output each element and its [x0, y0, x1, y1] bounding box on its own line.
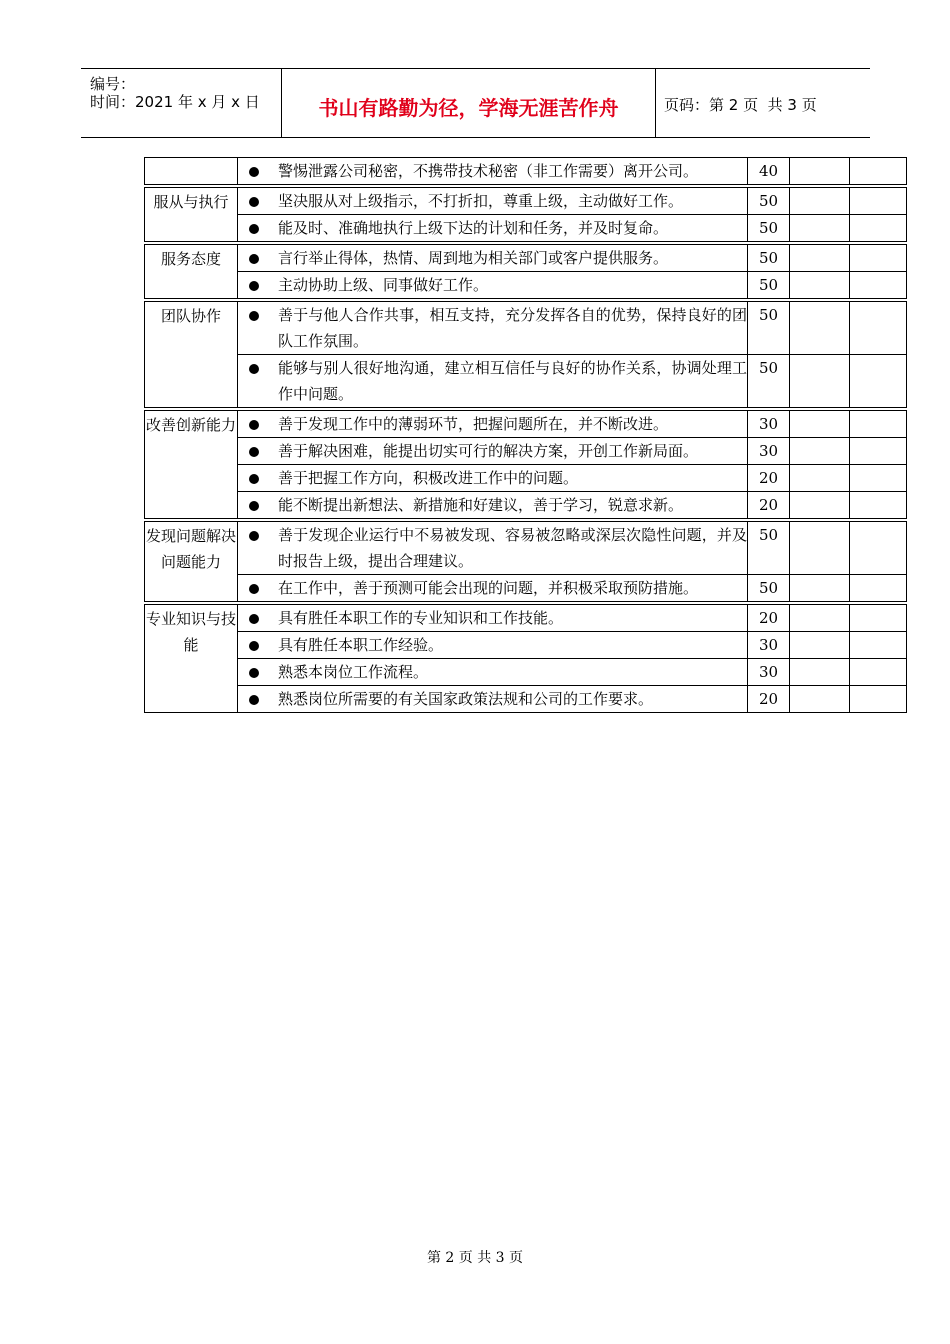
- review-score-cell[interactable]: [850, 465, 906, 491]
- criteria-text: 熟悉本岗位工作流程。: [278, 659, 748, 685]
- self-score-cell[interactable]: [790, 632, 850, 658]
- criteria-score: 50: [748, 188, 790, 214]
- criteria-score: 50: [748, 215, 790, 241]
- bullet-icon: [238, 245, 278, 271]
- review-score-cell[interactable]: [850, 686, 906, 712]
- self-score-cell[interactable]: [790, 188, 850, 214]
- criteria-score: 50: [748, 302, 790, 354]
- page-footer: 第 2 页 共 3 页: [426, 1250, 524, 1266]
- self-score-cell[interactable]: [790, 272, 850, 298]
- review-score-cell[interactable]: [850, 605, 906, 631]
- criteria-group: [144, 187, 907, 242]
- bullet-icon: [238, 302, 278, 354]
- criteria-text: 具有胜任本职工作的专业知识和工作技能。: [278, 605, 748, 631]
- criteria-row: [238, 245, 906, 271]
- bullet-icon: [238, 686, 278, 712]
- bullet-icon: [238, 158, 278, 184]
- criteria-row: [238, 605, 906, 631]
- self-score-cell[interactable]: [790, 492, 850, 518]
- bullet-icon: [238, 659, 278, 685]
- criteria-text: 善于与他人合作共事，相互支持，充分发挥各自的优势，保持良好的团队工作氛围。: [278, 302, 748, 354]
- bullet-icon: [238, 632, 278, 658]
- bullet-icon: [238, 465, 278, 491]
- bullet-icon: [238, 188, 278, 214]
- criteria-score: 50: [748, 245, 790, 271]
- bullet-icon: [238, 522, 278, 574]
- bullet-icon: [238, 605, 278, 631]
- criteria-row: [238, 302, 906, 354]
- review-score-cell[interactable]: [850, 632, 906, 658]
- self-score-cell[interactable]: [790, 605, 850, 631]
- criteria-row: [238, 574, 906, 601]
- self-score-cell[interactable]: [790, 659, 850, 685]
- criteria-text: 熟悉岗位所需要的有关国家政策法规和公司的工作要求。: [278, 686, 748, 712]
- criteria-text: 善于发现企业运行中不易被发现、容易被忽略或深层次隐性问题，并及时报告上级，提出合理建议。: [278, 522, 748, 574]
- self-score-cell[interactable]: [790, 411, 850, 437]
- category-label: 服务态度: [145, 245, 238, 298]
- review-score-cell[interactable]: [850, 492, 906, 518]
- header-page-cell: [654, 69, 870, 137]
- criteria-text: 言行举止得体，热情、周到地为相关部门或客户提供服务。: [278, 245, 748, 271]
- bullet-icon: [238, 215, 278, 241]
- bullet-icon: [238, 438, 278, 464]
- header-motto-cell: [281, 69, 656, 137]
- self-score-cell[interactable]: [790, 158, 850, 184]
- document-header: [81, 68, 870, 138]
- criteria-text: 能及时、准确地执行上级下达的计划和任务，并及时复命。: [278, 215, 748, 241]
- self-score-cell[interactable]: [790, 575, 850, 601]
- criteria-row: [238, 685, 906, 712]
- criteria-score: 30: [748, 438, 790, 464]
- criteria-score: 50: [748, 355, 790, 407]
- criteria-text: 坚决服从对上级指示，不打折扣，尊重上级，主动做好工作。: [278, 188, 748, 214]
- category-label: 发现问题解决问题能力: [145, 522, 238, 601]
- criteria-group: [144, 604, 907, 713]
- category-label: 专业知识与技能: [145, 605, 238, 712]
- review-score-cell[interactable]: [850, 438, 906, 464]
- criteria-group: [144, 157, 907, 185]
- bullet-icon: [238, 355, 278, 407]
- self-score-cell[interactable]: [790, 686, 850, 712]
- criteria-text: 善于发现工作中的薄弱环节，把握问题所在，并不断改进。: [278, 411, 748, 437]
- page-info: 页码：第 2 页 共 3 页: [664, 96, 817, 114]
- criteria-score: 30: [748, 659, 790, 685]
- criteria-score: 20: [748, 492, 790, 518]
- review-score-cell[interactable]: [850, 522, 906, 574]
- review-score-cell[interactable]: [850, 411, 906, 437]
- criteria-text: 主动协助上级、同事做好工作。: [278, 272, 748, 298]
- criteria-text: 具有胜任本职工作经验。: [278, 632, 748, 658]
- criteria-score: 20: [748, 686, 790, 712]
- criteria-row: [238, 437, 906, 464]
- criteria-row: [238, 464, 906, 491]
- criteria-row: [238, 658, 906, 685]
- criteria-group: [144, 410, 907, 519]
- criteria-text: 警惕泄露公司秘密，不携带技术秘密（非工作需要）离开公司。: [278, 158, 748, 184]
- criteria-row: [238, 188, 906, 214]
- criteria-row: [238, 491, 906, 518]
- criteria-text: 能够与别人很好地沟通，建立相互信任与良好的协作关系，协调处理工作中问题。: [278, 355, 748, 407]
- review-score-cell[interactable]: [850, 215, 906, 241]
- bullet-icon: [238, 411, 278, 437]
- time-label: 时间：2021 年 x 月 x 日: [90, 93, 260, 111]
- self-score-cell[interactable]: [790, 215, 850, 241]
- number-label: 编号：: [90, 75, 136, 93]
- category-label: [145, 158, 238, 184]
- bullet-icon: [238, 272, 278, 298]
- self-score-cell[interactable]: [790, 438, 850, 464]
- review-score-cell[interactable]: [850, 659, 906, 685]
- criteria-row: [238, 214, 906, 241]
- criteria-row: [238, 158, 906, 184]
- review-score-cell[interactable]: [850, 188, 906, 214]
- criteria-score: 30: [748, 632, 790, 658]
- criteria-score: 50: [748, 522, 790, 574]
- self-score-cell[interactable]: [790, 245, 850, 271]
- review-score-cell[interactable]: [850, 575, 906, 601]
- criteria-group: [144, 244, 907, 299]
- criteria-score: 50: [748, 575, 790, 601]
- self-score-cell[interactable]: [790, 465, 850, 491]
- criteria-score: 40: [748, 158, 790, 184]
- criteria-group: [144, 521, 907, 602]
- bullet-icon: [238, 492, 278, 518]
- criteria-text: 善于把握工作方向，积极改进工作中的问题。: [278, 465, 748, 491]
- category-label: 改善创新能力: [145, 411, 238, 518]
- criteria-text: 在工作中，善于预测可能会出现的问题，并积极采取预防措施。: [278, 575, 748, 601]
- criteria-row: [238, 631, 906, 658]
- review-score-cell[interactable]: [850, 302, 906, 354]
- self-score-cell[interactable]: [790, 355, 850, 407]
- category-label: 团队协作: [145, 302, 238, 407]
- criteria-row: [238, 411, 906, 437]
- criteria-text: 善于解决困难，能提出切实可行的解决方案，开创工作新局面。: [278, 438, 748, 464]
- review-score-cell[interactable]: [850, 355, 906, 407]
- criteria-score: 20: [748, 605, 790, 631]
- bullet-icon: [238, 575, 278, 601]
- criteria-row: [238, 522, 906, 574]
- category-label: 服从与执行: [145, 188, 238, 241]
- review-score-cell[interactable]: [850, 158, 906, 184]
- criteria-score: 30: [748, 411, 790, 437]
- self-score-cell[interactable]: [790, 522, 850, 574]
- criteria-group: [144, 301, 907, 408]
- review-score-cell[interactable]: [850, 245, 906, 271]
- criteria-row: [238, 271, 906, 298]
- motto: 书山有路勤为径，学海无涯苦作舟: [318, 96, 619, 120]
- self-score-cell[interactable]: [790, 302, 850, 354]
- evaluation-table: [144, 157, 907, 713]
- criteria-score: 20: [748, 465, 790, 491]
- criteria-text: 能不断提出新想法、新措施和好建议，善于学习，锐意求新。: [278, 492, 748, 518]
- header-meta: [81, 69, 281, 137]
- criteria-row: [238, 354, 906, 407]
- criteria-score: 50: [748, 272, 790, 298]
- review-score-cell[interactable]: [850, 272, 906, 298]
